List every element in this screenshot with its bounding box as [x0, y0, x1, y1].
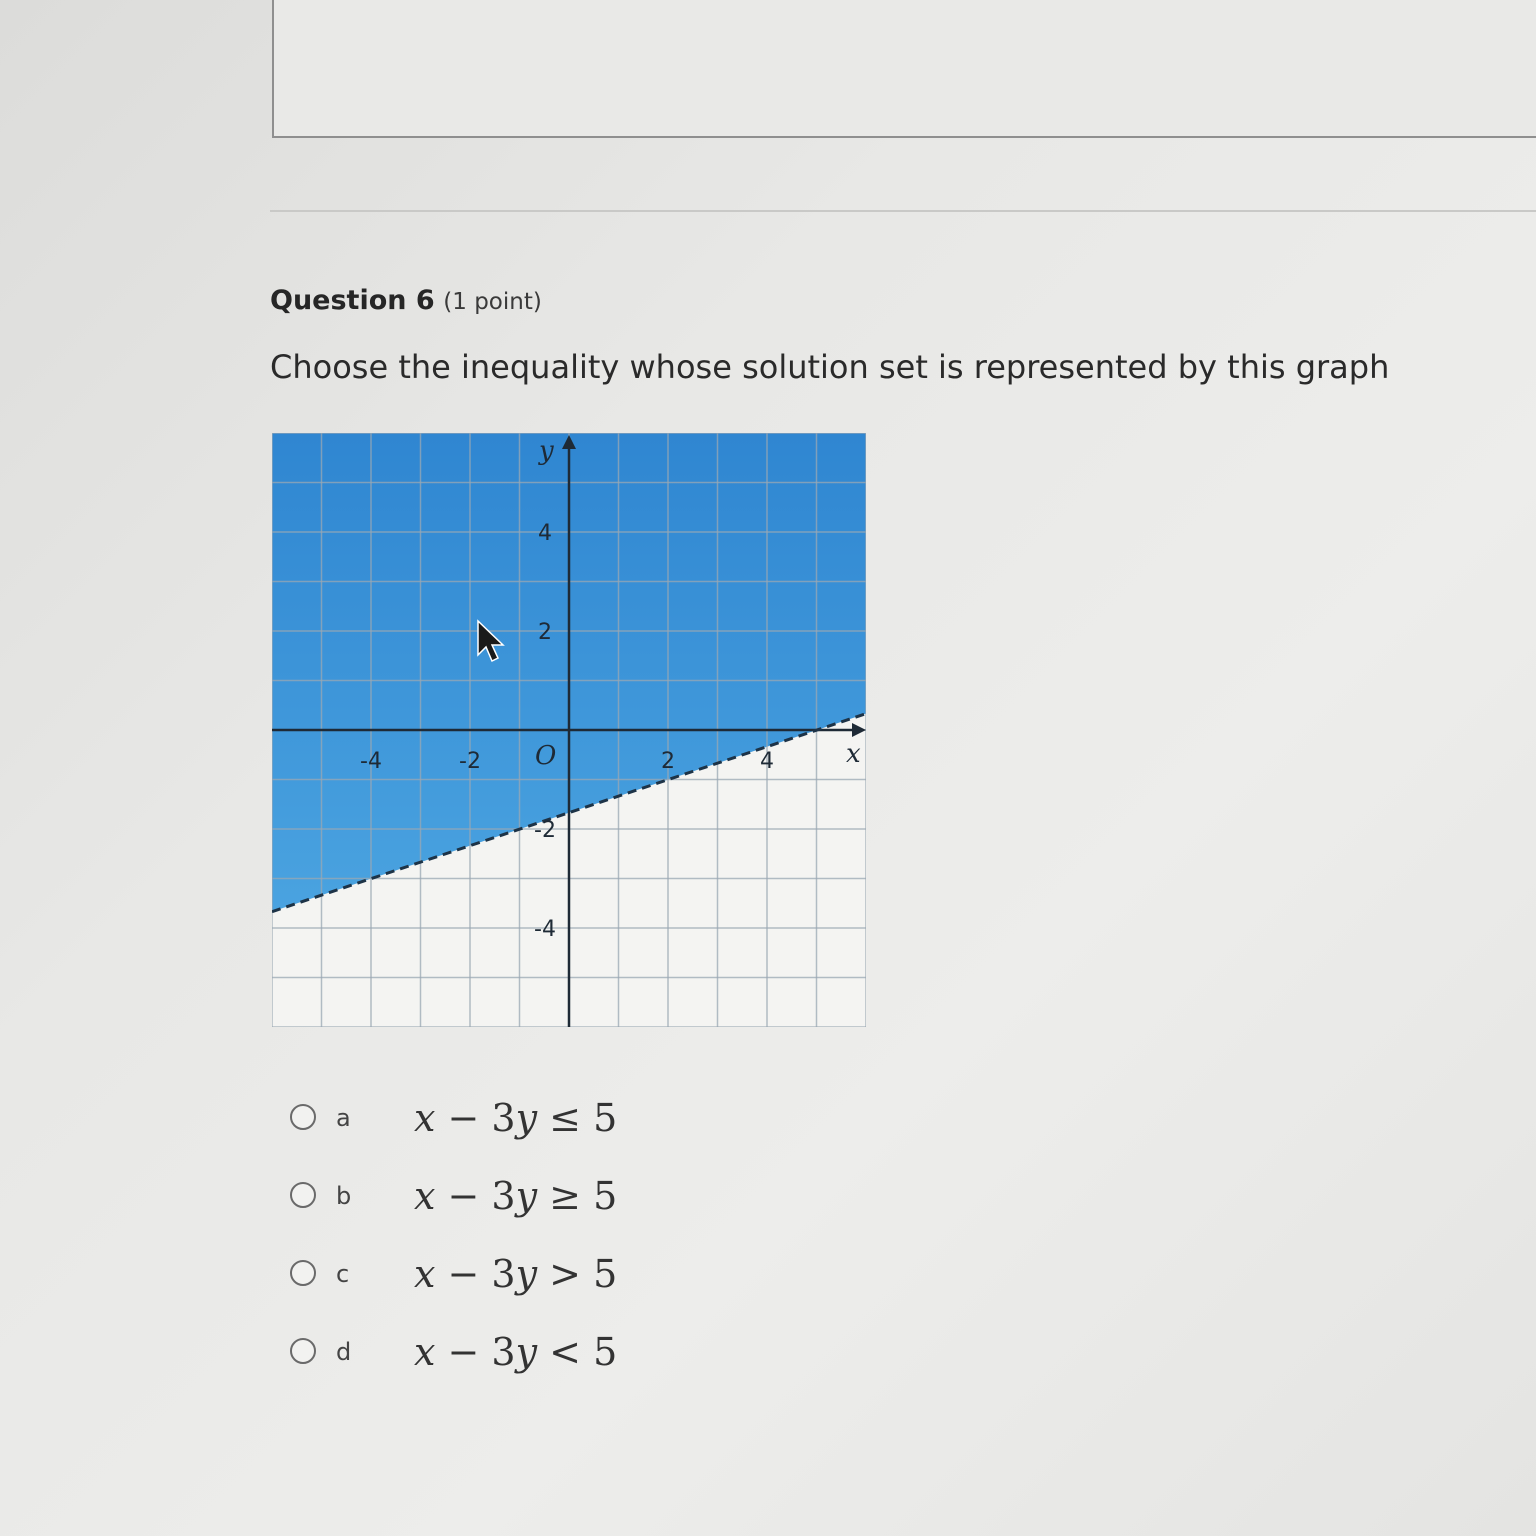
inequality-graph — [272, 433, 866, 1027]
option-d-expression: 𝑥 − 3𝑦 < 5 — [414, 1330, 618, 1374]
option-c-letter: c — [336, 1260, 350, 1288]
y-tick-label: 4 — [538, 521, 552, 546]
y-tick-label: -2 — [534, 818, 556, 843]
option-b-letter: b — [336, 1182, 352, 1210]
x-tick-label: -2 — [459, 749, 481, 774]
question-divider — [270, 210, 1536, 212]
option-a-letter: a — [336, 1104, 351, 1132]
x-tick-label: -4 — [360, 749, 382, 774]
x-tick-label: 4 — [760, 749, 774, 774]
radio-c[interactable] — [290, 1260, 316, 1286]
origin-label: O — [535, 741, 557, 771]
option-b[interactable] — [286, 1168, 706, 1246]
option-b-expression: 𝑥 − 3𝑦 ≥ 5 — [414, 1174, 618, 1218]
question-prompt: Choose the inequality whose solution set is represented by this graph — [270, 348, 1390, 386]
option-d-letter: d — [336, 1338, 352, 1366]
question-title: Question 6 — [270, 285, 435, 316]
previous-answer-box[interactable] — [272, 0, 1536, 138]
option-c-expression: 𝑥 − 3𝑦 > 5 — [414, 1252, 618, 1296]
question-points: (1 point) — [443, 289, 542, 315]
option-c[interactable] — [286, 1246, 706, 1324]
question-header — [270, 285, 542, 316]
option-a-expression: 𝑥 − 3𝑦 ≤ 5 — [414, 1096, 618, 1140]
answer-options — [286, 1090, 706, 1402]
y-axis-label: y — [539, 436, 554, 466]
x-tick-label: 2 — [661, 749, 675, 774]
option-d[interactable] — [286, 1324, 706, 1402]
x-axis-label: x — [846, 739, 861, 769]
radio-d[interactable] — [290, 1338, 316, 1364]
y-tick-label: 2 — [538, 620, 552, 645]
radio-a[interactable] — [290, 1104, 316, 1130]
y-tick-label: -4 — [534, 917, 556, 942]
radio-b[interactable] — [290, 1182, 316, 1208]
option-a[interactable] — [286, 1090, 706, 1168]
